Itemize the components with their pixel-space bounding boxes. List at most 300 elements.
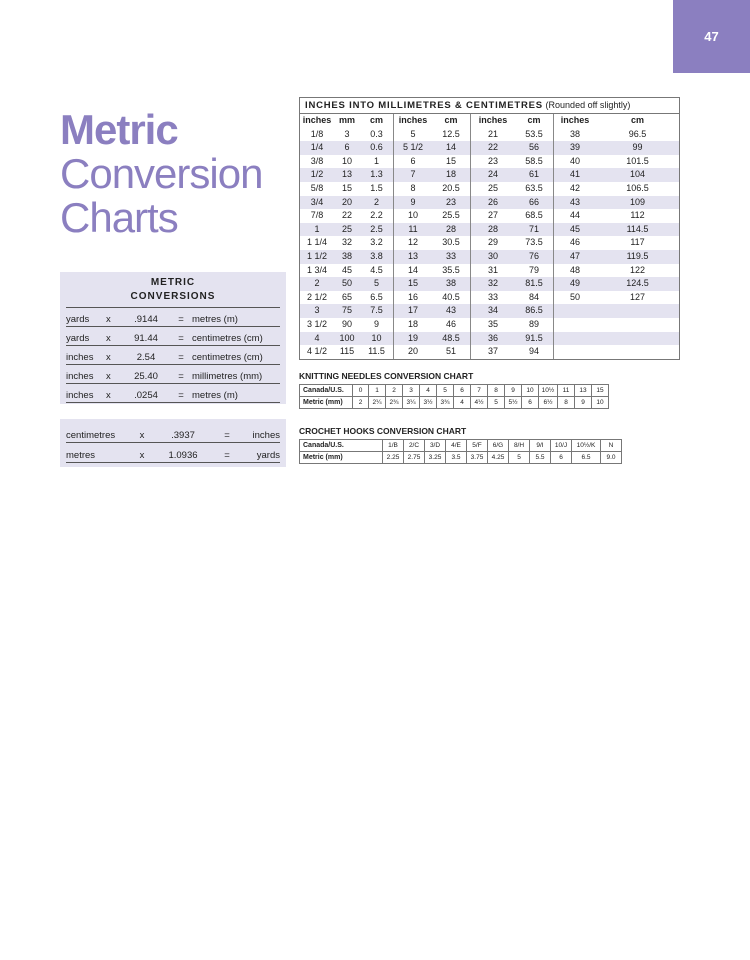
table-cell: 90 [341, 318, 352, 329]
table-cell: 114.5 [626, 223, 649, 234]
inches-table-header-row [300, 114, 679, 128]
table-cell: 39 [569, 142, 580, 153]
conversion-value: .0254 [134, 390, 158, 401]
chart-row-2 [300, 452, 622, 464]
reverse-conversion-row [66, 423, 280, 443]
header-cell: inches [560, 115, 590, 125]
chart-cell: 3.25 [425, 452, 446, 464]
conversion-result: metres (m) [192, 390, 238, 401]
table-cell: 5 [360, 277, 394, 291]
header-cell: cm [515, 114, 554, 128]
reverse-conversion-op: x [139, 450, 145, 461]
table-cell: 12 [407, 237, 418, 248]
table-cell: 2.2 [360, 209, 394, 223]
table-row [300, 264, 679, 278]
table-cell: 127 [629, 291, 646, 302]
chart-cell: 5½ [505, 397, 522, 409]
table-cell: 124.5 [626, 278, 649, 289]
table-cell: 31 [487, 264, 498, 275]
table-cell: 3 [344, 128, 350, 139]
table-cell: 3/8 [310, 155, 324, 166]
table-cell: 20.5 [432, 182, 471, 196]
chart-cell: 13 [575, 385, 592, 397]
heading-line-2: CONVERSIONS [130, 291, 216, 302]
chart-cell: 5.5 [530, 452, 551, 464]
chart-cell: 15 [592, 385, 609, 397]
table-cell: 37 [487, 346, 498, 357]
table-cell: 19 [407, 332, 418, 343]
table-cell: 5/8 [310, 182, 324, 193]
knitting-chart-title: KNITTING NEEDLES CONVERSION CHART [299, 371, 474, 381]
table-cell: 30 [487, 250, 498, 261]
table-cell: 1.3 [360, 168, 394, 182]
table-cell: 8 [410, 182, 416, 193]
header-cell: cm [432, 114, 471, 128]
table-cell: 2 [360, 196, 394, 210]
table-cell: 122 [629, 264, 646, 275]
table-cell: 35 [487, 318, 498, 329]
table-cell: 28 [487, 223, 498, 234]
table-cell: 17 [407, 305, 418, 316]
table-cell: 86.5 [515, 304, 554, 318]
inches-table-title: INCHES INTO MILLIMETRES & CENTIMETRES [305, 100, 543, 111]
table-cell [554, 332, 596, 346]
conversion-result: millimetres (mm) [192, 371, 263, 382]
table-cell [554, 345, 596, 359]
conversion-row [66, 308, 280, 327]
table-cell: 1 3/4 [306, 264, 328, 275]
conversion-row [66, 327, 280, 346]
table-cell: 45 [341, 264, 352, 275]
reverse-conversion-value: 1.0936 [168, 450, 198, 461]
chart-cell: 3¾ [437, 397, 454, 409]
title-line-2: Conversion [60, 150, 263, 197]
table-cell: 50 [341, 278, 352, 289]
chart-cell: 10½ [539, 385, 558, 397]
conversion-value: 2.54 [136, 352, 156, 363]
conversion-unit: inches [66, 352, 94, 363]
table-cell: 25 [341, 223, 352, 234]
table-cell: 32 [487, 278, 498, 289]
table-cell: 89 [515, 318, 554, 332]
chart-row-label: Canada/U.S. [300, 440, 383, 452]
conversion-op: x [106, 352, 111, 363]
chart-cell: 9 [575, 397, 592, 409]
chart-cell: 4 [454, 397, 471, 409]
conversion-op: x [106, 333, 111, 344]
chart-cell: 4½ [471, 397, 488, 409]
table-cell: 1 1/4 [306, 237, 328, 248]
table-cell: 56 [515, 141, 554, 155]
table-cell: 25 [487, 182, 498, 193]
table-cell: 0.6 [360, 141, 394, 155]
table-cell: 46 [432, 318, 471, 332]
chart-cell: 3/D [425, 440, 446, 452]
table-cell: 117 [630, 237, 645, 248]
chart-cell: 3.5 [446, 452, 467, 464]
chart-cell: 3.75 [467, 452, 488, 464]
table-cell: 38 [569, 128, 580, 139]
table-cell: 11 [408, 223, 418, 234]
table-cell: 6.5 [360, 291, 394, 305]
table-cell: 1 [360, 155, 394, 169]
table-cell: 81.5 [515, 277, 554, 291]
title-line-3: Charts [60, 194, 178, 241]
chart-cell: 6 [522, 397, 539, 409]
table-cell: 26 [487, 196, 498, 207]
table-cell: 4 [314, 332, 320, 343]
chart-cell: 10/J [551, 440, 572, 452]
chart-row-2 [300, 397, 609, 409]
chart-row-1 [300, 440, 622, 452]
table-cell: 84 [515, 291, 554, 305]
table-cell: 20 [341, 196, 352, 207]
header-cell: mm [338, 115, 355, 125]
table-row [300, 141, 679, 155]
table-cell: 9 [360, 318, 394, 332]
conversion-unit: inches [66, 371, 94, 382]
table-cell: 5 [410, 128, 416, 139]
table-cell: 44 [569, 210, 580, 221]
table-cell: 112 [630, 210, 645, 221]
table-cell: 35.5 [432, 264, 471, 278]
table-cell: 28 [432, 223, 471, 237]
chart-cell: 3 [403, 385, 420, 397]
chart-cell: 0 [353, 385, 369, 397]
table-cell [596, 332, 679, 346]
reverse-conversion-result: yards [256, 450, 280, 461]
table-cell: 73.5 [515, 236, 554, 250]
table-cell: 41 [569, 169, 580, 180]
reverse-conversion-result: inches [252, 430, 280, 441]
inches-table-body [300, 114, 679, 359]
chart-cell: 2¼ [369, 397, 386, 409]
reverse-conversion-eq: = [224, 450, 230, 461]
table-row [300, 304, 679, 318]
table-cell: 58.5 [515, 155, 554, 169]
table-row [300, 223, 679, 237]
conversion-value: 25.40 [134, 371, 158, 382]
table-cell: 23 [432, 196, 471, 210]
conversion-result: centimetres (cm) [192, 352, 263, 363]
metric-conversions-heading [60, 272, 286, 304]
table-cell: 29 [487, 237, 498, 248]
conversion-row [66, 384, 280, 403]
table-cell: 1/4 [310, 142, 324, 153]
table-cell: 51 [432, 345, 471, 359]
table-row [300, 168, 679, 182]
table-cell: 91.5 [515, 332, 554, 346]
chart-cell: 7 [471, 385, 488, 397]
table-cell: 10 [407, 210, 418, 221]
table-cell: 27 [487, 210, 498, 221]
table-cell: 24 [487, 169, 498, 180]
table-cell: 21 [487, 128, 498, 139]
table-cell: 48.5 [432, 332, 471, 346]
table-cell: 94 [515, 345, 554, 359]
table-cell: 25.5 [432, 209, 471, 223]
table-cell [554, 304, 596, 318]
table-cell [596, 345, 679, 359]
table-row [300, 128, 679, 142]
conversion-rows [60, 308, 286, 403]
reverse-conversion-value: .3937 [171, 430, 195, 441]
chart-cell: 5 [437, 385, 454, 397]
table-cell: 47 [569, 250, 580, 261]
inches-table-subtitle: (Rounded off slightly) [545, 100, 631, 110]
table-cell: 23 [487, 155, 498, 166]
table-cell: 43 [432, 304, 471, 318]
conversion-unit: yards [66, 333, 90, 344]
table-cell: 48 [569, 264, 580, 275]
table-cell: 49 [569, 278, 580, 289]
chart-cell: 4 [420, 385, 437, 397]
table-cell: 14 [432, 141, 471, 155]
header-cell: cm [360, 114, 394, 128]
table-cell: 16 [407, 291, 418, 302]
conversion-unit: yards [66, 314, 90, 325]
table-row [300, 291, 679, 305]
conversion-unit: inches [66, 390, 94, 401]
chart-cell: 2/C [404, 440, 425, 452]
header-cell: cm [630, 115, 644, 125]
table-cell: 101.5 [626, 155, 649, 166]
table-cell: 109 [629, 196, 646, 207]
chart-cell: 5 [509, 452, 530, 464]
table-cell: 104 [629, 169, 646, 180]
heading-line-1: METRIC [150, 277, 196, 288]
page-number: 47 [704, 29, 719, 44]
chart-cell: 1 [369, 385, 386, 397]
conversion-eq: = [178, 390, 184, 401]
table-cell: 71 [515, 223, 554, 237]
conversion-result: metres (m) [192, 314, 238, 325]
table-cell: 100 [339, 332, 355, 343]
reverse-conversion-row [66, 443, 280, 463]
chart-cell: 2.25 [383, 452, 404, 464]
table-cell: 32 [341, 237, 352, 248]
table-cell: 40 [569, 155, 580, 166]
conversion-op: x [106, 371, 111, 382]
table-cell: 43 [569, 196, 580, 207]
chart-cell: 5/F [467, 440, 488, 452]
table-cell: 65 [341, 291, 352, 302]
conversion-eq: = [178, 352, 184, 363]
reverse-conversion-eq: = [224, 430, 230, 441]
chart-cell: 5 [488, 397, 505, 409]
table-cell: 3 1/2 [306, 318, 328, 329]
table-cell: 7 [410, 169, 416, 180]
chart-cell: 2¾ [386, 397, 403, 409]
chart-cell: 10 [592, 397, 609, 409]
page-number-tab [673, 0, 750, 73]
crochet-chart-table [299, 439, 622, 464]
table-cell: 1 1/2 [306, 250, 328, 261]
metric-conversions-box [60, 272, 286, 404]
reverse-conversion-unit: metres [66, 450, 96, 461]
reverse-conversion-rows [60, 419, 286, 463]
table-cell: 34 [487, 305, 498, 316]
chart-cell: 3¼ [403, 397, 420, 409]
header-cell: inches [478, 115, 508, 125]
table-cell: 15 [407, 278, 418, 289]
table-row [300, 182, 679, 196]
table-cell: 68.5 [515, 209, 554, 223]
table-cell: 14 [407, 264, 418, 275]
table-cell: 42 [569, 182, 580, 193]
chart-cell: N [601, 440, 622, 452]
table-cell: 76 [515, 250, 554, 264]
crochet-chart-title: CROCHET HOOKS CONVERSION CHART [299, 426, 467, 436]
table-cell: 22 [487, 142, 498, 153]
inches-table-caption [300, 98, 679, 114]
reverse-conversions-box [60, 419, 286, 467]
table-cell: 1/2 [310, 169, 324, 180]
table-cell: 2.5 [360, 223, 394, 237]
conversion-op: x [106, 390, 111, 401]
table-cell: 38 [341, 250, 352, 261]
table-cell: 7/8 [310, 210, 324, 221]
table-cell: 10 [341, 155, 352, 166]
title-line-1: Metric [60, 106, 178, 153]
table-cell: 6 [410, 155, 416, 166]
chart-cell: 4/E [446, 440, 467, 452]
table-cell: 2 1/2 [306, 291, 328, 302]
table-row [300, 318, 679, 332]
table-cell: 10 [360, 332, 394, 346]
table-cell: 15 [341, 182, 352, 193]
chart-cell: 2 [386, 385, 403, 397]
table-cell: 53.5 [515, 128, 554, 142]
knitting-chart-table [299, 384, 609, 409]
table-cell: 6 [344, 142, 350, 153]
table-cell: 1/8 [310, 128, 324, 139]
conversion-row [66, 346, 280, 365]
chart-cell: 10 [522, 385, 539, 397]
chart-cell: 2 [353, 397, 369, 409]
conversion-row [66, 365, 280, 384]
table-cell: 79 [515, 264, 554, 278]
table-cell: 50 [569, 291, 580, 302]
table-cell: 18 [432, 168, 471, 182]
table-cell: 106.5 [626, 182, 649, 193]
page-title [60, 108, 262, 240]
table-cell: 15 [432, 155, 471, 169]
chart-cell: 10½/K [572, 440, 601, 452]
table-cell: 66 [515, 196, 554, 210]
table-cell: 33 [432, 250, 471, 264]
table-cell: 2 [314, 278, 320, 289]
chart-row-label: Canada/U.S. [300, 385, 353, 397]
conversion-result: centimetres (cm) [192, 333, 263, 344]
table-cell: 46 [569, 237, 580, 248]
chart-cell: 1/B [383, 440, 404, 452]
conversion-op: x [106, 314, 111, 325]
chart-row-label: Metric (mm) [300, 397, 353, 409]
chart-cell: 9/I [530, 440, 551, 452]
table-cell: 11.5 [360, 345, 394, 359]
table-row [300, 236, 679, 250]
chart-cell: 6 [454, 385, 471, 397]
table-cell: 1.5 [360, 182, 394, 196]
table-cell [554, 318, 596, 332]
chart-cell: 9.0 [601, 452, 622, 464]
table-cell: 75 [341, 305, 352, 316]
chart-cell: 11 [558, 385, 575, 397]
table-cell: 9 [410, 196, 416, 207]
table-cell: 30.5 [432, 236, 471, 250]
chart-row-label: Metric (mm) [300, 452, 383, 464]
table-row [300, 332, 679, 346]
table-cell: 12.5 [432, 128, 471, 142]
table-cell: 38 [432, 277, 471, 291]
table-cell: 13 [341, 169, 352, 180]
table-cell: 3/4 [310, 196, 324, 207]
reverse-conversion-op: x [139, 430, 145, 441]
table-row [300, 277, 679, 291]
table-cell: 96.5 [628, 128, 647, 139]
chart-cell: 3½ [420, 397, 437, 409]
table-cell: 115 [339, 346, 355, 357]
table-cell: 119.5 [626, 250, 649, 261]
table-row [300, 209, 679, 223]
conversion-value: .9144 [134, 314, 158, 325]
table-row [300, 345, 679, 359]
chart-cell: 6.5 [572, 452, 601, 464]
chart-cell: 6/G [488, 440, 509, 452]
table-cell: 0.3 [360, 128, 394, 142]
conversion-eq: = [178, 314, 184, 325]
reverse-conversion-unit: centimetres [66, 430, 116, 441]
chart-row-1 [300, 385, 609, 397]
conversion-eq: = [178, 333, 184, 344]
conversion-value: 91.44 [134, 333, 158, 344]
table-cell: 13 [407, 250, 418, 261]
table-cell: 3.2 [360, 236, 394, 250]
table-cell: 22 [341, 210, 352, 221]
table-cell: 18 [407, 318, 418, 329]
table-cell: 3 [314, 305, 320, 316]
chart-cell: 6½ [539, 397, 558, 409]
table-cell: 61 [515, 168, 554, 182]
table-cell: 20 [407, 346, 418, 357]
table-cell: 40.5 [432, 291, 471, 305]
table-cell: 45 [569, 223, 580, 234]
chart-cell: 8/H [509, 440, 530, 452]
table-row [300, 250, 679, 264]
header-cell: inches [398, 115, 428, 125]
table-cell: 63.5 [515, 182, 554, 196]
table-cell: 36 [487, 332, 498, 343]
table-cell: 3.8 [360, 250, 394, 264]
chart-cell: 4.25 [488, 452, 509, 464]
chart-cell: 8 [488, 385, 505, 397]
table-cell: 5 1/2 [402, 142, 424, 153]
chart-cell: 8 [558, 397, 575, 409]
header-cell: inches [302, 115, 332, 125]
table-cell: 33 [487, 291, 498, 302]
table-cell: 99 [632, 142, 643, 153]
table-cell [596, 304, 679, 318]
table-cell: 7.5 [360, 304, 394, 318]
inches-table [299, 97, 680, 360]
table-row [300, 155, 679, 169]
table-row [300, 196, 679, 210]
conversion-eq: = [178, 371, 184, 382]
chart-cell: 2.75 [404, 452, 425, 464]
chart-cell: 9 [505, 385, 522, 397]
chart-cell: 6 [551, 452, 572, 464]
